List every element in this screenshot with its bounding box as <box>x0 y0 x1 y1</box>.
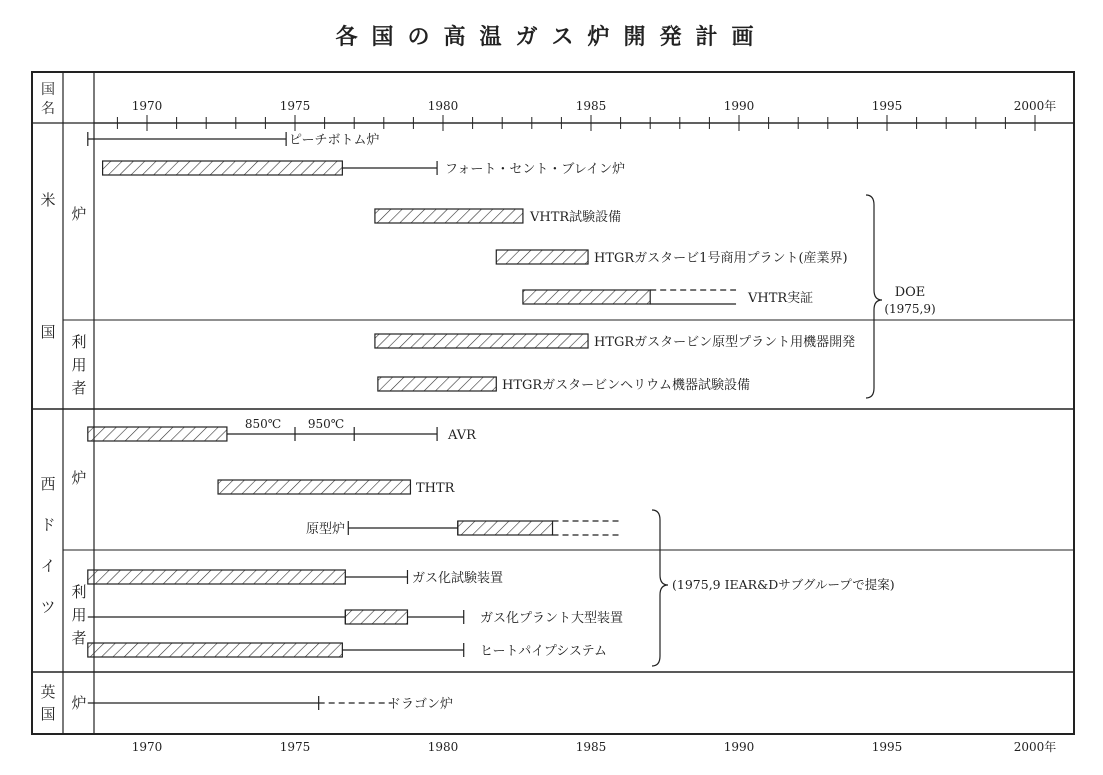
group-label-4-char-3: 者 <box>71 629 87 647</box>
task-14-label: ドラゴン炉 <box>388 697 454 712</box>
avr-temp-850: 850℃ <box>244 417 282 431</box>
task-12 <box>88 610 623 626</box>
country-label-1-char-2: 国 <box>40 323 56 341</box>
country-label-3-char-1: 英 <box>40 683 56 701</box>
task-3 <box>375 209 621 225</box>
bottom-axis-labels <box>132 739 1057 754</box>
task-7-bar <box>378 377 496 391</box>
doe-brace <box>866 195 882 398</box>
task-9 <box>218 480 456 496</box>
task-5-bar <box>523 290 650 304</box>
header-country-char-2: 名 <box>41 101 55 117</box>
task-6-bar <box>375 334 588 348</box>
bottom-tick-label-1980: 1980 <box>427 740 459 754</box>
group-label-2-char-1: 利 <box>71 333 87 351</box>
task-8-label: AVR <box>448 428 476 443</box>
group-label-2-char-3: 者 <box>71 379 87 397</box>
task-11-label: ガス化試験装置 <box>412 571 504 586</box>
task-4-bar <box>496 250 588 264</box>
task-2-label: フォート・セント・ブレイン炉 <box>445 162 626 177</box>
iea-note: (1975,9 IEAR&Dサブグループで提案) <box>672 577 895 592</box>
doe-date: (1975,9) <box>884 302 936 316</box>
task-11-bar <box>88 570 346 584</box>
country-labels <box>40 191 55 723</box>
task-4-label: HTGRガスタービ1号商用プラント(産業界) <box>594 251 848 266</box>
task-14 <box>88 696 453 712</box>
top-tick-label-1970: 1970 <box>131 99 163 113</box>
country-label-2-char-3: イ <box>40 557 56 575</box>
task-6-label: HTGRガスタービン原型プラント用機器開発 <box>594 335 856 350</box>
group-labels <box>71 205 86 712</box>
task-12-bar <box>345 610 407 624</box>
task-12-label: ガス化プラント大型装置 <box>480 611 624 626</box>
top-axis-labels <box>132 98 1057 113</box>
top-tick-label-2000: 2000年 <box>1013 99 1057 113</box>
group-label-3-char-1: 炉 <box>71 469 87 487</box>
task-11 <box>88 570 503 586</box>
bottom-tick-label-1990: 1990 <box>723 740 755 754</box>
task-9-bar <box>218 480 410 494</box>
task-8 <box>88 427 477 443</box>
task-13-bar <box>88 643 343 657</box>
task-1 <box>88 132 380 148</box>
task-7-label: HTGRガスタービンヘリウム機器試験設備 <box>502 378 751 393</box>
bottom-tick-label-1970: 1970 <box>131 740 163 754</box>
task-6 <box>375 334 855 350</box>
country-label-2-char-4: ツ <box>40 598 56 616</box>
task-1-label: ピーチボトム炉 <box>289 133 380 148</box>
task-5-label: VHTR実証 <box>748 291 814 306</box>
bottom-tick-label-2000: 2000年 <box>1013 740 1057 754</box>
country-label-2-char-1: 西 <box>40 475 56 493</box>
task-10-bar <box>458 521 553 535</box>
group-label-1-char-1: 炉 <box>71 205 87 223</box>
task-2-bar <box>103 161 343 175</box>
doe-label: DOE <box>894 285 926 300</box>
avr-temp-950: 950℃ <box>307 417 345 431</box>
top-tick-label-1995: 1995 <box>871 99 903 113</box>
task-13-label: ヒートパイプシステム <box>480 644 608 659</box>
bottom-tick-label-1985: 1985 <box>575 740 607 754</box>
top-tick-label-1980: 1980 <box>427 99 459 113</box>
header-country-cell <box>41 82 55 117</box>
task-bars <box>88 132 855 712</box>
top-tick-label-1985: 1985 <box>575 99 607 113</box>
top-tick-label-1975: 1975 <box>279 99 311 113</box>
iea-brace <box>652 510 668 666</box>
country-label-2-char-2: ド <box>40 516 56 534</box>
task-9-label: THTR <box>416 481 455 496</box>
country-label-3-char-2: 国 <box>40 705 56 723</box>
task-7 <box>378 377 750 393</box>
bottom-tick-label-1995: 1995 <box>871 740 903 754</box>
group-label-5-char-1: 炉 <box>71 694 87 712</box>
country-label-1-char-1: 米 <box>40 191 56 209</box>
task-10 <box>306 521 621 537</box>
header-country-char-1: 国 <box>41 82 55 98</box>
group-label-4-char-2: 用 <box>71 606 87 624</box>
task-10-label: 原型炉 <box>305 522 345 537</box>
task-8-bar <box>88 427 227 441</box>
top-tick-label-1990: 1990 <box>723 99 755 113</box>
task-2 <box>103 161 626 177</box>
task-3-bar <box>375 209 523 223</box>
task-4 <box>496 250 847 266</box>
task-13 <box>88 643 607 659</box>
task-3-label: VHTR試験設備 <box>530 210 622 225</box>
chart-title: 各国の高温ガス炉開発計画 <box>335 24 768 50</box>
group-label-2-char-2: 用 <box>71 356 87 374</box>
task-5 <box>523 290 813 306</box>
bottom-tick-label-1975: 1975 <box>279 740 311 754</box>
group-label-4-char-1: 利 <box>71 583 87 601</box>
